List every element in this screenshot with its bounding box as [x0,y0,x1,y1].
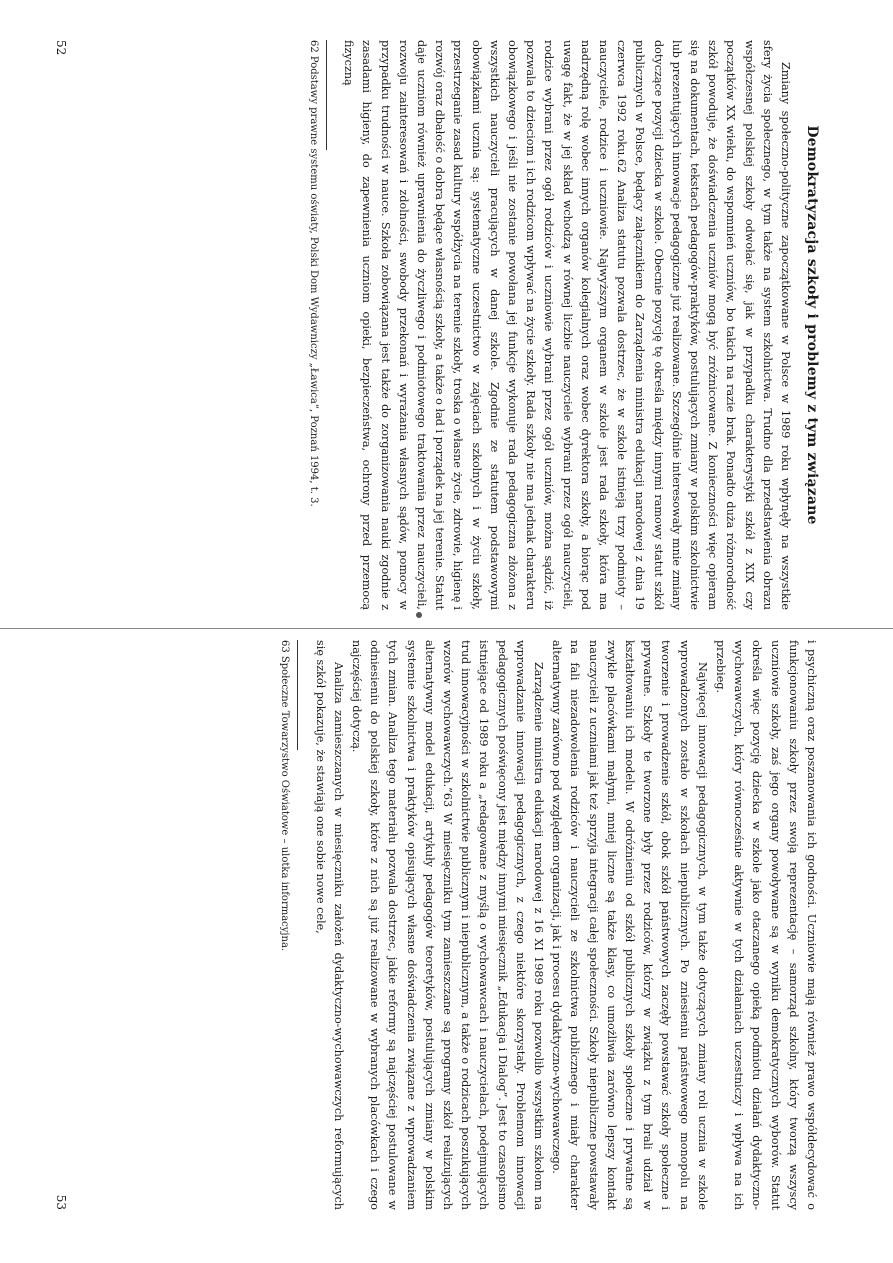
page-52 [40,40,820,610]
paragraph: Zarządzenie ministra edukacji narodowej z 16 XI 1989 roku pozwoliło wszystkim szkołom na wprowadzanie innowacji pedagogicznych, z czego niektóre skorzystały. Problemom innowacji pedagogicznych poświęcony jest między innymi miesięcznik „Edukacja i Dialog”. Jest to czasopismo istniejące od 1989 roku a „redagowane z myślą o wychowawcach i nauczycielach, podejmujących trud innowacyjności w szkolnictwie publicznym i niepublicznym, a także o rodzicach poszukujących wzorów wychowawczych.”63 W miesięczniku tym zamieszczane są programy szkół realizujących alternatywny model edukacji, artykuły pedagogów teoretyków, postulujących zmiany w polskim systemie szkolnictwa i praktyków opisujących własne doświadczenia związane z wprowadzaniem tych zmian. Analiza tego materiału pozwala dostrzec, jakie reformy są najczęściej postulowane w odniesieniu do polskiej szkoły, które z nich są już realizowane w wybranych placówkach i czego najczęściej dotyczą. [349,640,545,1210]
page-number-52: 52 [54,40,68,56]
footnote-62: 62 Podstawy prawne systemu oświaty, Polski Dom Wydawniczy „Ławica”, Poznań 1994, t. 3. [307,40,319,507]
page-divider [0,628,893,629]
page-52-body [339,40,794,610]
chapter-title: Demokratyzacja szkoły i problemy z tym związane [804,125,820,525]
footnote-63: 63 Społeczne Towarzystwo Oświatowe – ulotka informacyjna. [279,640,291,952]
footnote-rule [297,640,298,750]
page-53-body [310,640,820,1210]
paragraph: Najwięcej innowacji pedagogicznych, w tym także dotyczących zmiany roli ucznia w szkole wprowadzonych zostało w szkołach niepublicznych. Po zniesieniu państwowego monopolu na tworzenie i prowadzenie szkół, obok szkół państwowych zaczęły powstawać szkoły społeczne i prywatne. Szkoły te tworzone były przez rodziców, którzy w związku z tym brali udział w kształtowaniu ich modelu. W odróżnieniu od szkół publicznych szkoły społeczne i prywatne są zwykle placówkami małymi, mniej liczne są także klasy, co umożliwia zarówno lepszy kontakt nauczycieli z uczniami jak też sprzyja integracji całej społeczności. Szkoły niepubliczne powstawały na fali niezadowolenia rodziców i nauczycieli ze szkolnictwa publicznego i miały charakter alternatywny zarówno pod względem organizacji, jak i procesu dydaktyczno-wychowawczego. [550,640,709,1210]
page-number-53: 53 [54,1194,68,1210]
footnote-rule [326,40,327,150]
paragraph: Analiza zamieszczanych w miesięczniku założeń dydaktyczno-wychowawczych reformujących się szkół pokazuje, że stawiają one sobie nowe cele, [313,640,345,1210]
scan-dot-mark [416,612,422,618]
paragraph: i psychiczną oraz poszanowania ich godności. Uczniowie mają również prawo współdecydować o funkcjonowaniu szkoły przez swoją reprezentację – samorząd szkolny, który tworzą wszyscy uczniowie szkoły, zaś jego organy powoływane są w wyniku demokratycznych wyborów. Statut określa więc pozycję dziecka w szkole jako otaczanego opieką podmiotu działań dydaktyczno-wychowawczych, który równocześnie aktywnie w tych działaniach uczestniczy i wpływa na ich przebieg. [713,640,818,1210]
page-53 [40,640,820,1210]
paragraph: Zmiany społeczno-polityczne zapoczątkowane w Polsce w 1989 roku wpłynęły na wszystkie sfery życia społecznego, w tym także na system szkolnictwa. Trudno dla przedstawienia obrazu współczesnej polskiej szkoły odwołać się, jak w przypadku charakterystyki szkół z XIX czy początków XX wieku, do wspomnień uczniów, bo takich na razie brak. Ponadto duża różnorodność szkół powoduje, że doświadczenia uczniów mogą być zróżnicowane. Z konieczności więc opieram się na dokumentach, tekstach pedagogów-praktyków, postulujących zmiany w polskim szkolnictwie lub prezentujących innowacje pedagogiczne już realizowane. Szczególnie interesowały mnie zmiany dotyczące pozycji dziecka w szkole. Obecnie pozycję tę określa między innymi ramowy statut szkół publicznych w Polsce, będący załącznikiem do Zarządzenia ministra edukacji narodowej z dnia 19 czerwca 1992 roku.62 Analiza statutu pozwala dostrzec, że w szkole istnieją trzy podmioty – nauczyciele, rodzice i uczniowie. Najwyższym organem w szkole jest rada szkoły, która ma nadrzędną rolę wobec innych organów kolegialnych oraz wobec dyrektora szkoły, a biorąc pod uwagę fakt, że w jej skład wchodzą w równej liczbie nauczyciele wybrani przez ogół nauczycieli, rodzice wybrani przez ogół rodziców i uczniowie wybrani przez ogół uczniów, można sądzić, iż pozwala to dzieciom i ich rodzicom wpływać na życie szkoły. Rada szkoły nie ma jednak charakteru obowiązkowego i jeśli nie zostanie powołana jej funkcje wykonuje rada pedagogiczna złożona z wszystkich nauczycieli pracujących w danej szkole. Zgodnie ze statutem podstawowymi obowiązkami ucznia są: systematyczne uczestnictwo w zajęciach szkolnych i w życiu szkoły, przestrzeganie zasad kultury współżycia na terenie szkoły, troska o własne życie, zdrowie, higienę i rozwój oraz dbałość o dobra będące własnością szkoły, a także o ład i porządek na jej terenie. Statut daje uczniom również uprawnienia do życzliwego i podmiotowego traktowania przez nauczycieli, rozwoju zainteresowań i zdolności, swobody przekonań i wyrażania własnych sądów, pomocy w przypadku trudności w nauce. Szkoła zobowiązana jest także do zorganizowania nauki zgodnie z zasadami higieny, do zapewnienia uczniom opieki, bezpieczeństwa, ochrony przed przemocą fizyczną [342,40,792,610]
